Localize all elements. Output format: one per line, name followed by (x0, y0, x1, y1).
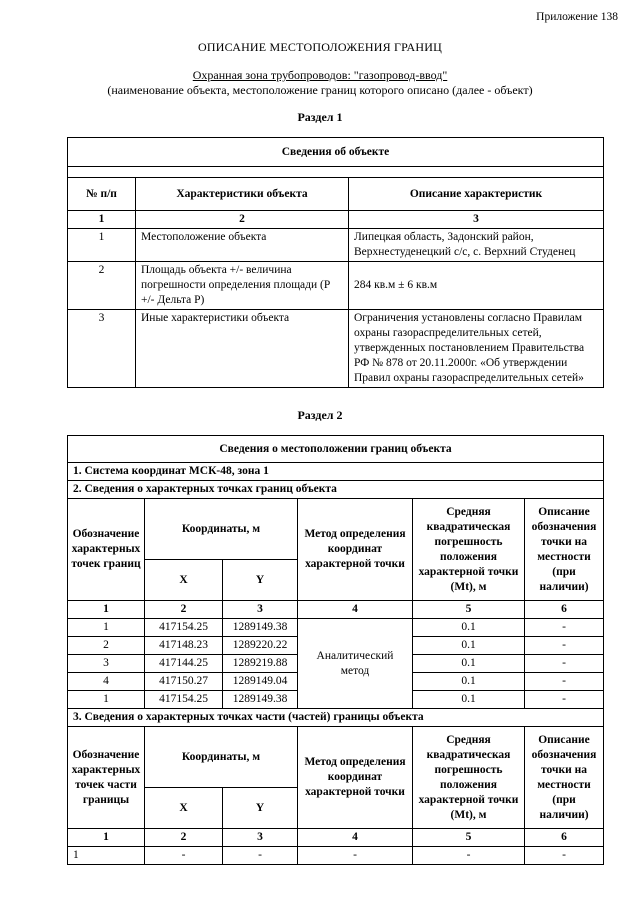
col-number: 1 (68, 211, 136, 229)
point-y: 1289149.04 (223, 673, 298, 691)
row-characteristic: Иные характеристики объекта (136, 310, 349, 388)
col-header-method: Метод определения координат характерной точки (298, 499, 413, 601)
subsection-points: 2. Сведения о характерных точках границ объекта (68, 481, 604, 499)
col-number: 1 (68, 829, 145, 847)
col-number: 5 (413, 601, 525, 619)
col-number-row (68, 829, 604, 847)
point-id: 3 (68, 655, 145, 673)
row-characteristic: Местоположение объекта (136, 229, 349, 262)
col-number: 4 (298, 601, 413, 619)
col-header-method: Метод определения координат характерной точки (298, 727, 413, 829)
coordinate-system: 1. Система координат МСК-48, зона 1 (68, 463, 604, 481)
col-header-error: Средняя квадратическая погрешность положения характерной точки (Мt), м (413, 727, 525, 829)
point-error: 0.1 (413, 673, 525, 691)
table-row (68, 229, 604, 262)
col-number: 5 (413, 829, 525, 847)
row-number: 3 (68, 310, 136, 388)
col-number: 4 (298, 829, 413, 847)
point-desc: - (525, 673, 604, 691)
table-row (68, 847, 604, 865)
point-id: 2 (68, 637, 145, 655)
table-row (68, 262, 604, 310)
table-title-row (68, 436, 604, 463)
document-title: ОПИСАНИЕ МЕСТОПОЛОЖЕНИЯ ГРАНИЦ (198, 40, 442, 54)
object-info-table (67, 137, 604, 388)
point-error: 0.1 (413, 655, 525, 673)
point-error: 0.1 (413, 619, 525, 637)
subsection-row (68, 709, 604, 727)
part-point-method: - (298, 847, 413, 865)
point-y: 1289219.88 (223, 655, 298, 673)
point-y: 1289149.38 (223, 691, 298, 709)
point-x: 417148.23 (145, 637, 223, 655)
section2-label: Раздел 2 (297, 408, 343, 422)
header-row (68, 727, 604, 788)
col-header-coords: Координаты, м (145, 727, 298, 788)
col-number: 3 (223, 601, 298, 619)
col-number: 2 (145, 601, 223, 619)
subsection-row (68, 463, 604, 481)
object-name: Охранная зона трубопроводов: "газопровод-ввод" (192, 68, 448, 82)
col-number: 6 (525, 829, 604, 847)
header-row (68, 178, 604, 211)
point-desc: - (525, 637, 604, 655)
annex-label: Приложение 138 (536, 11, 618, 23)
col-header-y: Y (223, 788, 298, 829)
col-header-description: Описание характеристик (349, 178, 604, 211)
point-desc: - (525, 655, 604, 673)
row-characteristic: Площадь объекта +/- величина погрешности определения площади (Р +/- Дельта Р) (136, 262, 349, 310)
point-id: 1 (68, 619, 145, 637)
col-number-row (68, 211, 604, 229)
part-point-id: 1 (68, 847, 145, 865)
point-desc: - (525, 691, 604, 709)
row-description: Ограничения установлены согласно Правилам охраны газораспределительных сетей, утвержденных постановлением Правительства РФ № 878 от 20.11.2000г. «Об утверждении Правил охраны газораспределительных сетей» (349, 310, 604, 388)
point-x: 417154.25 (145, 619, 223, 637)
col-number: 2 (145, 829, 223, 847)
table-title-row (68, 138, 604, 167)
point-x: 417150.27 (145, 673, 223, 691)
col-header-desc: Описание обозначения точки на местности (при наличии) (525, 499, 604, 601)
col-header-number: № п/п (68, 178, 136, 211)
row-description: Липецкая область, Задонский район, Верхнестуденецкий с/с, с. Верхний Студенец (349, 229, 604, 262)
col-header-y: Y (223, 560, 298, 601)
spacer-cell (68, 167, 604, 178)
col-number: 1 (68, 601, 145, 619)
point-x: 417144.25 (145, 655, 223, 673)
part-point-y: - (223, 847, 298, 865)
col-number-row (68, 601, 604, 619)
col-header-characteristic: Характеристики объекта (136, 178, 349, 211)
object-name-line (0, 68, 640, 83)
point-error: 0.1 (413, 691, 525, 709)
col-number: 2 (136, 211, 349, 229)
col-header-point: Обозначение характерных точек границ (68, 499, 145, 601)
point-id: 4 (68, 673, 145, 691)
spacer-row (68, 167, 604, 178)
col-number: 3 (223, 829, 298, 847)
object-note: (наименование объекта, местоположение границ которого описано (далее - объект) (107, 83, 533, 97)
subsection-part-points: 3. Сведения о характерных точках части (частей) границы объекта (68, 709, 604, 727)
part-point-error: - (413, 847, 525, 865)
header-row (68, 499, 604, 560)
col-header-x: X (145, 560, 223, 601)
point-method: Аналитический метод (298, 619, 413, 709)
part-point-x: - (145, 847, 223, 865)
col-header-x: X (145, 788, 223, 829)
point-y: 1289220.22 (223, 637, 298, 655)
subsection-row (68, 481, 604, 499)
part-point-desc: - (525, 847, 604, 865)
point-desc: - (525, 619, 604, 637)
table-row (68, 619, 604, 637)
section1-label: Раздел 1 (297, 110, 343, 124)
point-y: 1289149.38 (223, 619, 298, 637)
row-description: 284 кв.м ± 6 кв.м (349, 262, 604, 310)
table-title: Сведения о местоположении границ объекта (68, 436, 604, 463)
col-header-point-part: Обозначение характерных точек части границы (68, 727, 145, 829)
point-id: 1 (68, 691, 145, 709)
row-number: 1 (68, 229, 136, 262)
table-title: Сведения об объекте (68, 138, 604, 167)
col-header-desc: Описание обозначения точки на местности (при наличии) (525, 727, 604, 829)
col-header-coords: Координаты, м (145, 499, 298, 560)
col-number: 3 (349, 211, 604, 229)
boundary-table (67, 435, 604, 865)
point-error: 0.1 (413, 637, 525, 655)
row-number: 2 (68, 262, 136, 310)
col-header-error: Средняя квадратическая погрешность положения характерной точки (Мt), м (413, 499, 525, 601)
point-x: 417154.25 (145, 691, 223, 709)
table-row (68, 310, 604, 388)
col-number: 6 (525, 601, 604, 619)
